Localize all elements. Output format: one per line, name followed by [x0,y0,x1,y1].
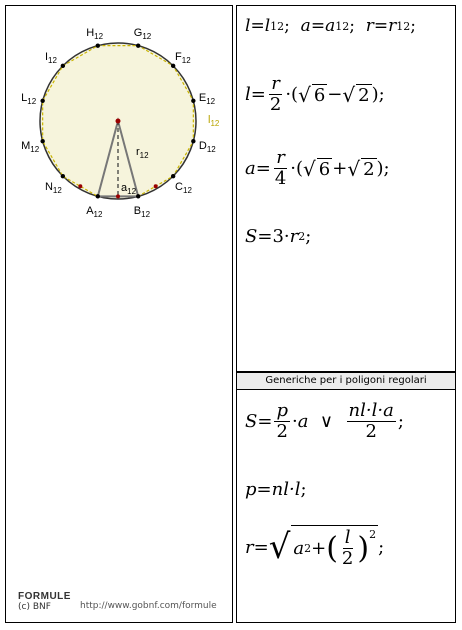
vertex-dot [171,174,175,178]
dodecagon-formulas [236,5,456,372]
section-header: Generiche per i poligoni regolari [237,373,455,390]
logo-brand: FORMULE [18,591,71,602]
vertex-label: $B_{12}$ [133,204,151,219]
vertex-label: $A_{12}$ [86,204,103,219]
vertex-label: $H_{12}$ [86,27,104,42]
formula-side-length: l = $\frac{r}{2}$ ·( √ 6 − √ 2 ); [245,73,385,115]
vertex-label: $F_{12}$ [175,50,191,65]
vertex-label: $C_{12}$ [175,181,192,196]
vertex-label: $G_{12}$ [133,27,152,42]
vertex-dot [191,99,195,103]
vertex-dot [61,64,65,68]
formula-apothem: a = $\frac{r}{4}$ ·( √ 6 + √ 2 ); [245,147,390,189]
formula-generic-area: S = $\frac{p}{2}$ · a ∨ $\frac{nl\cdot l\cdot a}{2}$ ; [245,400,404,442]
vertex-dot [96,43,100,47]
generic-formulas [236,372,456,623]
midpoint-dot [154,184,158,188]
vertex-label: $L_{12}$ [21,92,37,107]
logo-copyright: (c) BNF [18,602,51,612]
vertex-dot [171,64,175,68]
logo-url[interactable]: http://www.gobnf.com/formule [80,601,217,611]
center-dot [116,119,121,124]
formula-perimeter: p = nl·l ; [245,479,307,500]
midpoint-dot [78,184,82,188]
midpoint-dot [116,194,120,198]
formula-radius: r = √ a 2 + ( $\frac{l}{2}$ ) $^2$ ; [245,527,385,569]
vertex-dot [61,174,65,178]
vertex-dot [40,139,44,143]
formula-area: S = 3 · r 2 ; [245,226,312,247]
vertex-dot [191,139,195,143]
vertex-label: $D_{12}$ [198,139,216,154]
vertex-label: $M_{12}$ [21,139,40,154]
vertex-label: $E_{12}$ [198,92,216,107]
diagram-panel [5,5,233,623]
vertex-dot [96,194,100,198]
vertex-label: $N_{12}$ [44,181,62,196]
vertex-dot [40,99,44,103]
vertex-dot [136,194,140,198]
dodecagon-diagram [6,6,232,236]
apothem-label: $a_{12}$ [121,182,137,196]
formule-logo [18,591,217,612]
vertex-dot [136,43,140,47]
side-label: $l_{12}$ [208,114,220,128]
radius-label: $r_{12}$ [136,146,149,160]
vertex-label: $I_{12}$ [44,50,57,65]
formula-definitions: l = l 12 ; a = a 12 ; r = r 12 ; [245,16,417,36]
